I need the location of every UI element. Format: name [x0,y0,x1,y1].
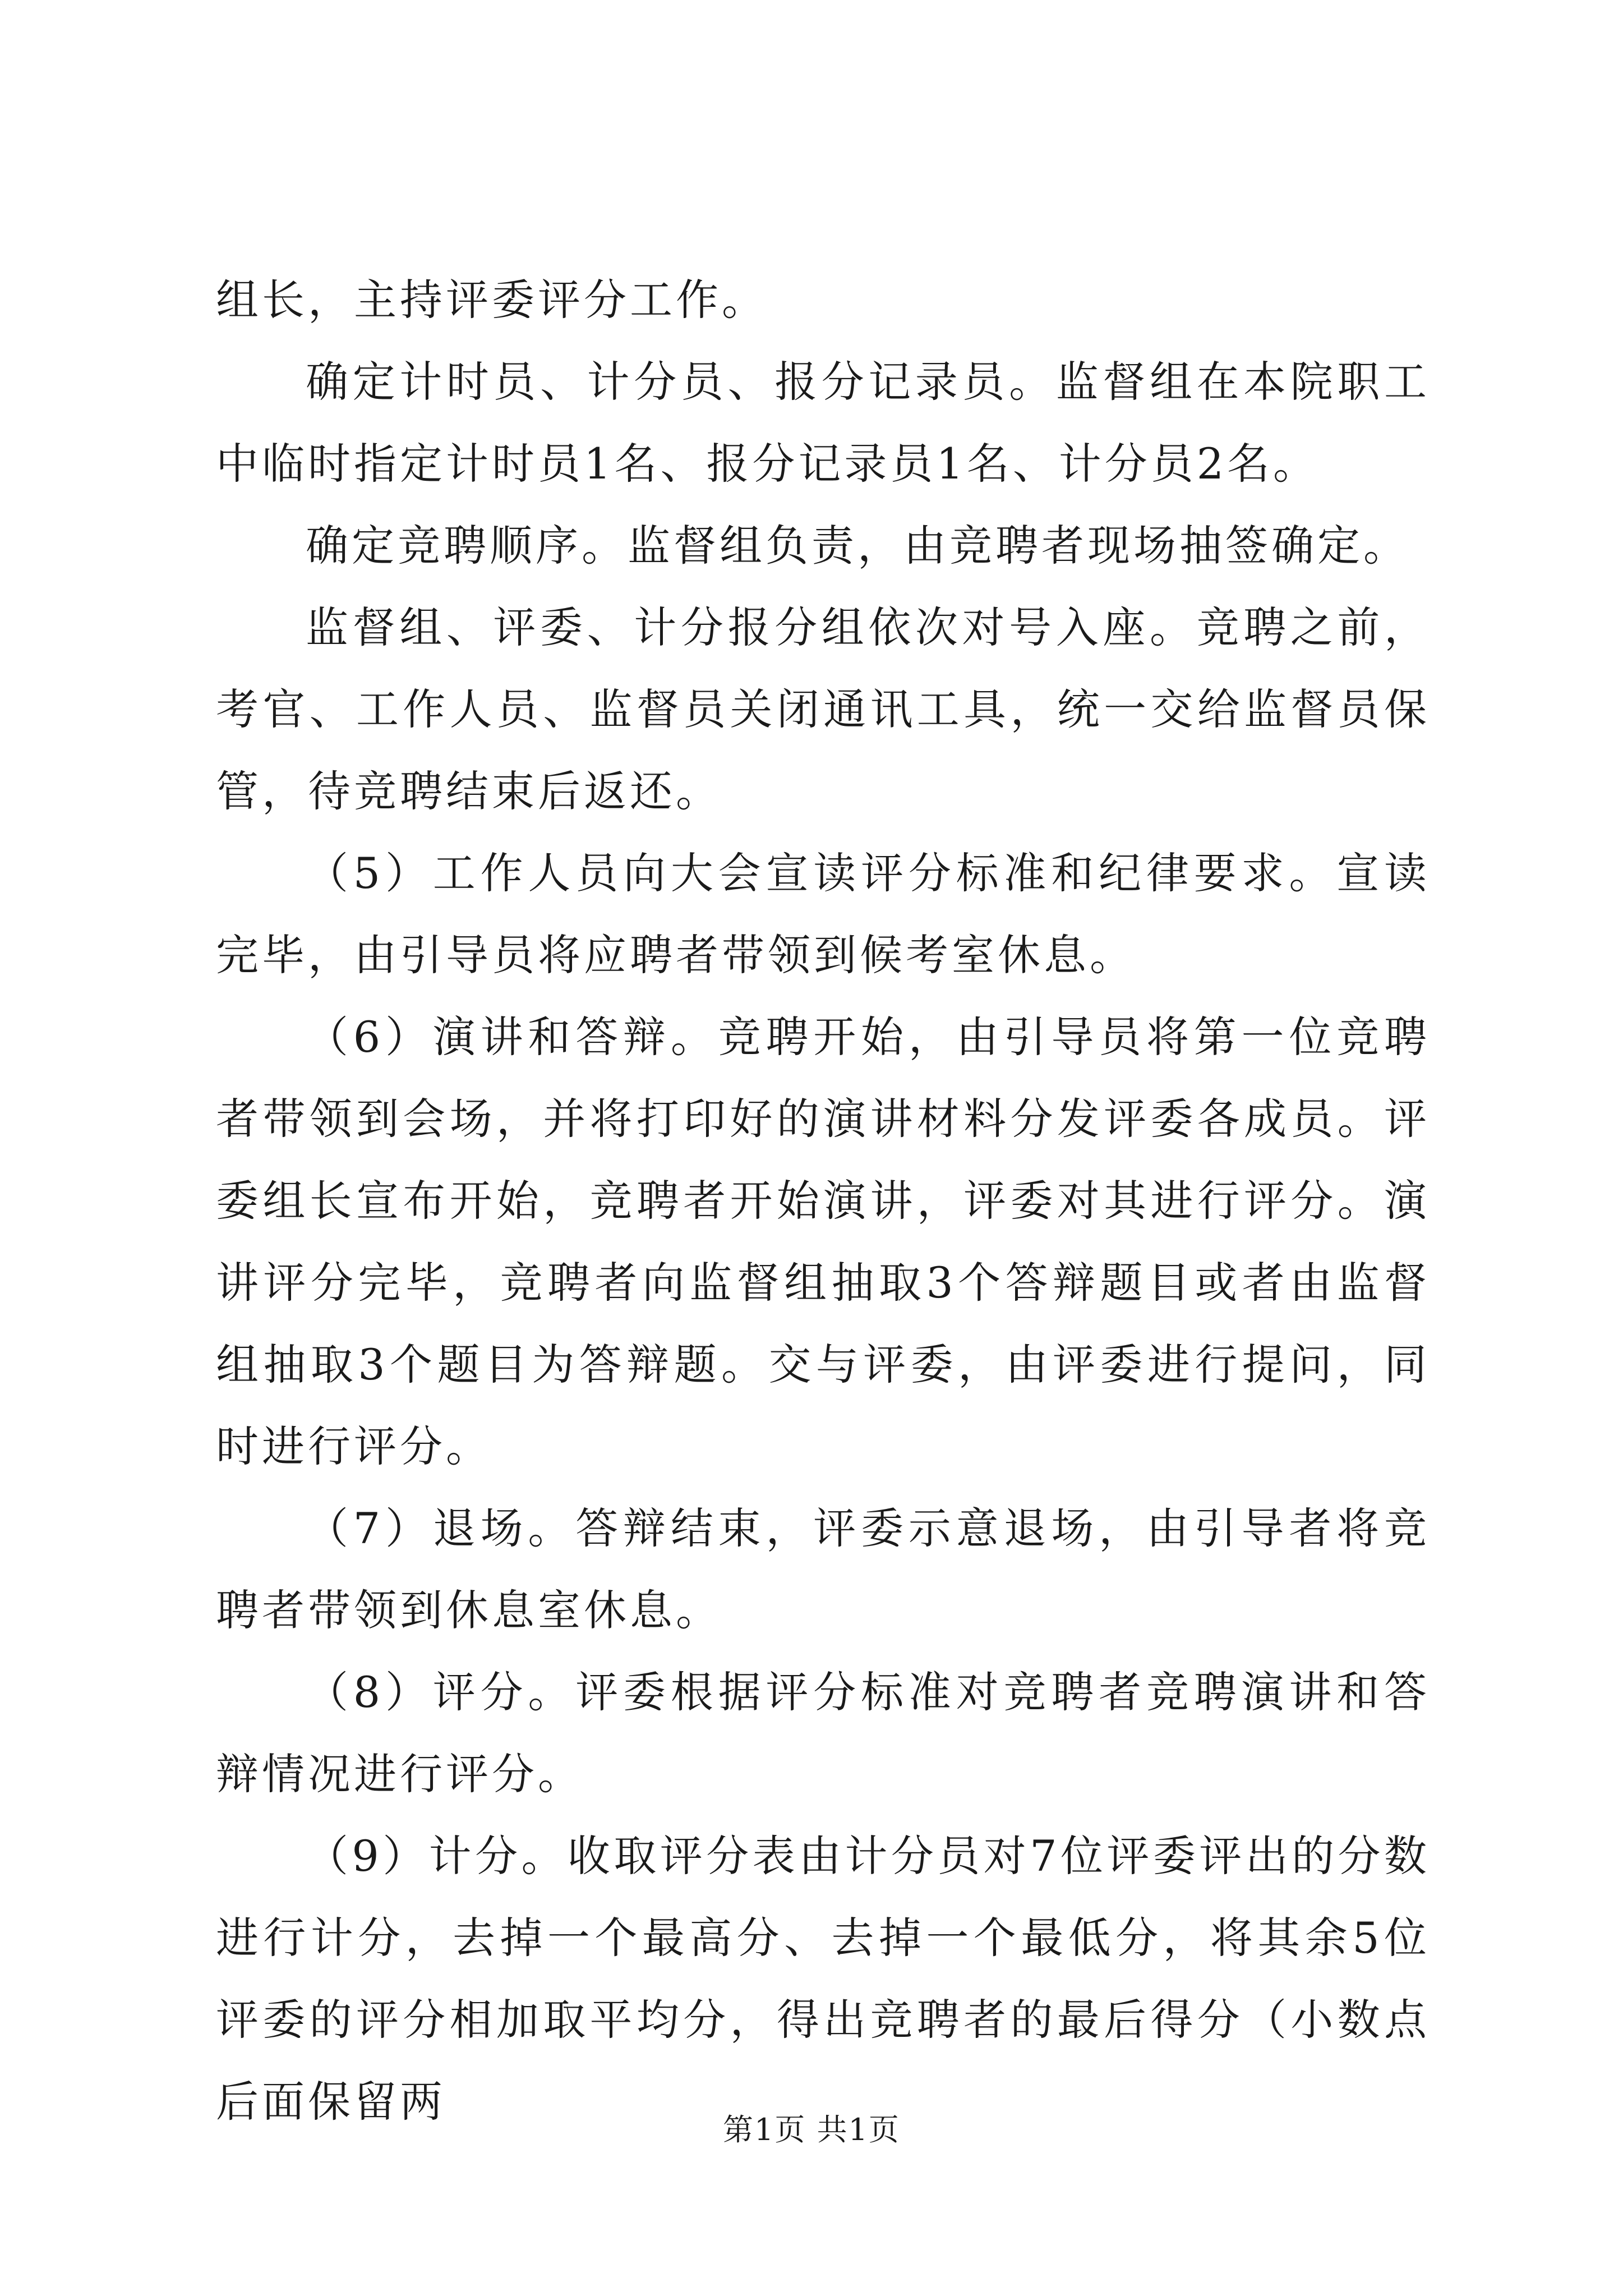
paragraph-step-6: （6）演讲和答辩。竞聘开始，由引导员将第一位竞聘者带领到会场，并将打印好的演讲材料分发评委各成员。评委组长宣布开始，竞聘者开始演讲，评委对其进行评分。演讲评分完毕，竞聘者向监督组抽取3个答辩题目或者由监督组抽取3个题目为答辩题。交与评委，由评委进行提问，同时进行评分。 [216,1012,1430,1471]
paragraph-seating: 监督组、评委、计分报分组依次对号入座。竞聘之前，考官、工作人员、监督员关闭通讯工具，统一交给监督员保管，待竞聘结束后返还。 [216,602,1430,816]
paragraph-step-8: （8）评分。评委根据评分标准对竞聘者竞聘演讲和答辩情况进行评分。 [216,1667,1430,1799]
paragraph-timekeepers: 确定计时员、计分员、报分记录员。监督组在本院职工中临时指定计时员1名、报分记录员1名、计分员2名。 [216,357,1430,489]
paragraph-step-9: （9）计分。收取评分表由计分员对7位评委评出的分数进行计分，去掉一个最高分、去掉一个最低分，将其余5位评委的评分相加取平均分，得出竞聘者的最后得分（小数点后面保留两 [216,1831,1430,2127]
paragraph-step-5: （5）工作人员向大会宣读评分标准和纪律要求。宣读完毕，由引导员将应聘者带领到候考室休息。 [216,848,1430,980]
paragraph-order: 确定竞聘顺序。监督组负责，由竞聘者现场抽签确定。 [306,521,1409,570]
paragraph-step-7: （7）退场。答辩结束，评委示意退场，由引导者将竞聘者带领到休息室休息。 [216,1503,1430,1635]
paragraph-continuation: 组长，主持评委评分工作。 [216,275,768,325]
page-footer: 第1页 共1页 [723,2112,900,2147]
document-body [216,259,1430,2143]
